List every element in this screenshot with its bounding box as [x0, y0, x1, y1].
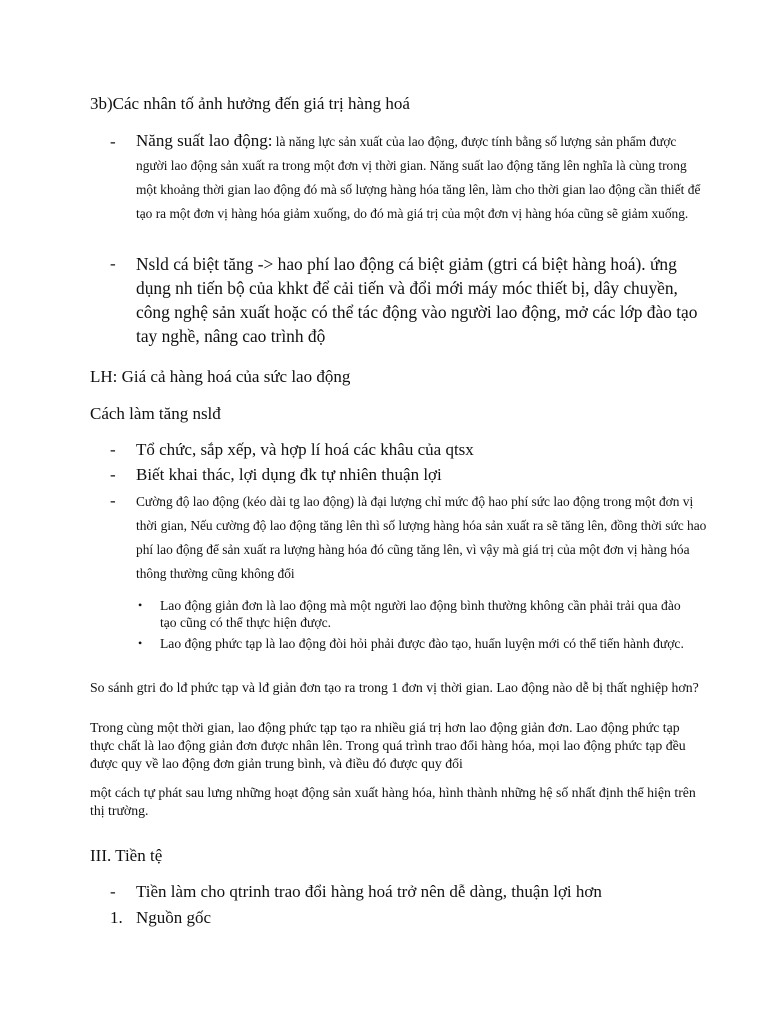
list-item-text: Cường độ lao động (kéo dài tg lao động) là đại lượng chỉ mức độ hao phí sức lao động trong một đơn vị thời gian, Nếu cường độ lao động tăng lên thì số lượng hàng hóa sản xuất ra sẽ tăng lên, đồng thời sức hao phí lao động để sản xuất ra lượng hàng hóa đó cũng tăng lên, vì vậy mà giá trị của một đơn vị hàng hóa thông thường cũng không đổi — [136, 494, 707, 581]
dash-marker: - — [110, 882, 116, 901]
list-item-text: Tiền làm cho qtrinh trao đổi hàng hoá trở nên dễ dàng, thuận lợi hơn — [136, 882, 602, 901]
dash-marker: - — [110, 491, 116, 510]
dash-marker: - — [110, 254, 116, 273]
lh-line: LH: Giá cả hàng hoá của sức lao động — [90, 367, 351, 386]
dash-marker: - — [110, 440, 116, 459]
list-item-text: Biết khai thác, lợi dụng đk tự nhiên thuận lợi — [136, 465, 442, 484]
bullet-dot: • — [138, 636, 143, 650]
term-lead: Năng suất lao động: — [136, 131, 273, 150]
list-item-text: Tổ chức, sắp xếp, và hợp lí hoá các khâu của qtsx — [136, 440, 474, 459]
dash-marker: - — [110, 465, 116, 484]
bullet-text: Lao động phức tạp là lao động đòi hỏi phải được đào tạo, huấn luyện mới có thể tiến hành được. — [160, 636, 684, 651]
item-text: Nguồn gốc — [136, 908, 212, 927]
bullet-text: Lao động giản đơn là lao động mà một người lao động bình thường không cần phải trải qua đào tạo cũng có thể thực hiện được. — [160, 598, 681, 630]
heading-iii: III. Tiền tệ — [90, 846, 163, 865]
numbered-item — [110, 908, 212, 928]
term-definition: là năng lực sản xuất của lao động, được tính bằng số lượng sản phẩm được người lao động sản xuất ra trong một đơn vị thời gian. Năng suất lao động tăng lên nghĩa là cùng trong một khoảng thời gian lao động đó mà số lượng hàng hóa tăng lên, làm cho thời gian lao động cần thiết để tạo ra một đơn vị hàng hóa giảm xuống, do đó mà giá trị của một đơn vị hàng hóa cũng sẽ giảm xuống. — [136, 134, 701, 221]
dash-marker: - — [110, 132, 116, 151]
list-item-text: Nsld cá biệt tăng -> hao phí lao động cá biệt giảm (gtri cá biệt hàng hoá). ứng dụng nh tiến bộ của khkt để cải tiến và đổi mới máy móc thiết bị, dây chuyền, công nghệ sản xuất hoặc có thể tác động vào người lao động, mở các lớp đào tạo tay nghề, nâng cao trình độ — [136, 254, 698, 346]
question-paragraph: So sánh gtri đo lđ phức tạp và lđ giản đơn tạo ra trong 1 đơn vị thời gian. Lao động nào dễ bị thất nghiệp hơn? — [90, 680, 699, 695]
answer-paragraph-1: Trong cùng một thời gian, lao động phức tạp tạo ra nhiều giá trị hơn lao động giản đơn. Lao động phức tạp thực chất là lao động giản đơn được nhân lên. Trong quá trình trao đổi hàng hóa, mọi lao động phức tạp đều được quy về lao động đơn giản trung bình, và điều đó được quy đổi — [90, 720, 686, 771]
cach-lam-heading: Cách làm tăng nslđ — [90, 404, 221, 423]
heading-3b: 3b)Các nhân tố ảnh hưởng đến giá trị hàng hoá — [90, 94, 410, 113]
list-item-text — [136, 129, 708, 226]
bullet-dot: • — [138, 598, 143, 612]
item-number: 1. — [110, 908, 123, 927]
answer-paragraph-2: một cách tự phát sau lưng những hoạt động sản xuất hàng hóa, hình thành những hệ số nhất định thể hiện trên thị trường. — [90, 785, 696, 818]
